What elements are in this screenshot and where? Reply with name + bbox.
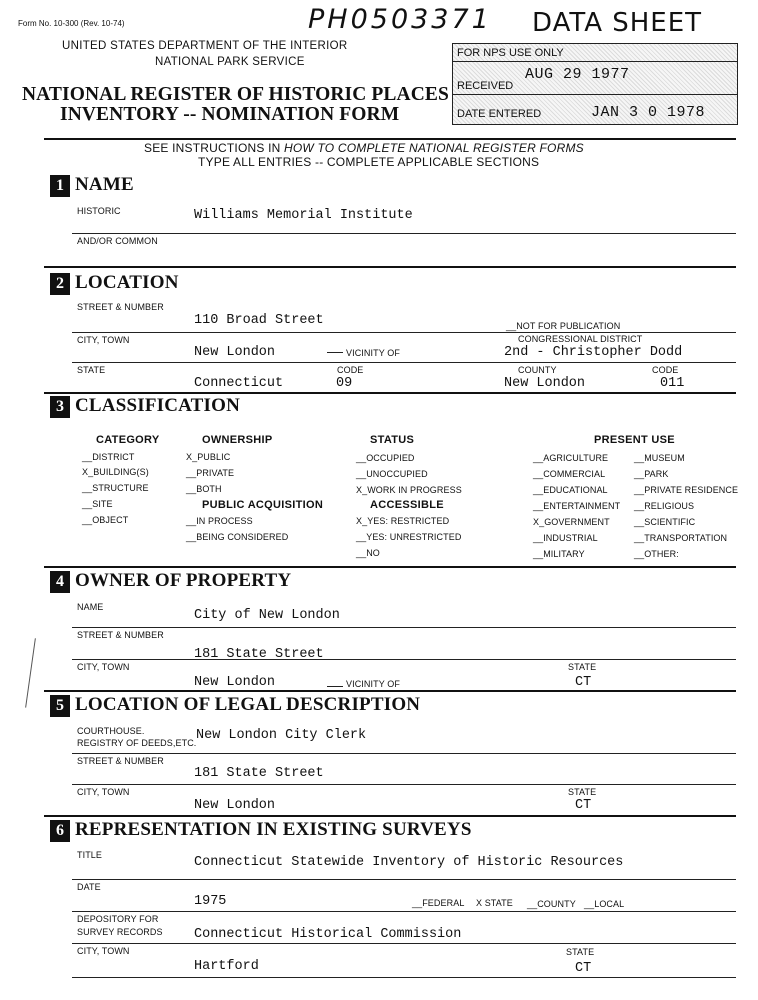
legal-city-label: CITY, TOWN: [77, 787, 130, 797]
location-city-value: New London: [194, 345, 276, 360]
section-5-title: LOCATION OF LEGAL DESCRIPTION: [75, 694, 421, 715]
owner-state-label: STATE: [568, 662, 597, 672]
vicinity-blank: [327, 352, 343, 353]
status-header: STATUS: [370, 434, 415, 446]
present-use-header: PRESENT USE: [594, 434, 675, 446]
owner-vicinity-label: VICINITY OF: [346, 679, 400, 689]
survey-level-option: __COUNTY: [527, 899, 576, 909]
acquisition-option: __IN PROCESS: [186, 516, 253, 526]
county-value: New London: [504, 376, 586, 391]
present-use-option: __PRIVATE RESIDENCE: [634, 485, 739, 495]
instructions-prefix: SEE INSTRUCTIONS IN: [144, 141, 285, 155]
section-5-number: 5: [50, 695, 70, 717]
category-header: CATEGORY: [96, 434, 160, 446]
category-option: __OBJECT: [82, 515, 129, 525]
section-3-title: CLASSIFICATION: [75, 395, 241, 416]
form-title-line1: NATIONAL REGISTER OF HISTORIC PLACES: [22, 84, 449, 105]
section-4-number: 4: [50, 571, 70, 593]
legal-state-value: CT: [575, 798, 592, 813]
courthouse-label-line2: REGISTRY OF DEEDS,ETC.: [77, 738, 197, 748]
status-option: __OCCUPIED: [356, 453, 415, 463]
nps-use-only-box: [452, 43, 738, 125]
survey-city-label: CITY, TOWN: [77, 946, 130, 956]
accessible-header: ACCESSIBLE: [370, 499, 444, 511]
date-entered-stamp: JAN 3 0 1978: [591, 104, 706, 121]
present-use-option: __PARK: [634, 469, 669, 479]
location-street-value: 110 Broad Street: [194, 313, 324, 328]
margin-pencil-mark: [25, 638, 37, 708]
category-option: __STRUCTURE: [82, 483, 149, 493]
survey-state-label: STATE: [566, 947, 595, 957]
legal-state-label: STATE: [568, 787, 597, 797]
historic-name-value: Williams Memorial Institute: [194, 208, 413, 223]
handwritten-data-sheet-title: DATA SHEET: [532, 8, 703, 38]
instructions-line1: [144, 141, 584, 155]
section-3-number: 3: [50, 396, 70, 418]
common-name-label: AND/OR COMMON: [77, 236, 158, 246]
section-6-number: 6: [50, 820, 70, 842]
location-city-label: CITY, TOWN: [77, 335, 130, 345]
status-option: X_WORK IN PROGRESS: [356, 485, 462, 495]
location-street-label: STREET & NUMBER: [77, 302, 164, 312]
accessible-option: __YES: UNRESTRICTED: [356, 532, 462, 542]
department-name: UNITED STATES DEPARTMENT OF THE INTERIOR: [62, 40, 348, 52]
category-option: __DISTRICT: [82, 452, 135, 462]
ownership-option: __BOTH: [186, 484, 222, 494]
service-name: NATIONAL PARK SERVICE: [155, 56, 305, 68]
present-use-option: __AGRICULTURE: [533, 453, 609, 463]
section-2-title: LOCATION: [75, 272, 179, 293]
date-entered-label: DATE ENTERED: [457, 108, 542, 120]
ownership-option: __PRIVATE: [186, 468, 235, 478]
present-use-option: __TRANSPORTATION: [634, 533, 728, 543]
not-for-publication-label: __NOT FOR PUBLICATION: [506, 321, 621, 331]
county-code-value: 011: [660, 376, 685, 391]
present-use-option: __INDUSTRIAL: [533, 533, 598, 543]
survey-level-option: __FEDERAL: [412, 898, 465, 908]
congressional-district-label: CONGRESSIONAL DISTRICT: [518, 334, 643, 344]
location-vicinity-label: VICINITY OF: [346, 348, 400, 358]
owner-name-value: City of New London: [194, 608, 340, 623]
present-use-option: __EDUCATIONAL: [533, 485, 608, 495]
location-state-value: Connecticut: [194, 376, 284, 391]
received-date-stamp: AUG 29 1977: [525, 66, 630, 83]
present-use-option: __MILITARY: [533, 549, 585, 559]
owner-street-label: STREET & NUMBER: [77, 630, 164, 640]
present-use-option: X_GOVERNMENT: [533, 517, 610, 527]
owner-state-value: CT: [575, 675, 592, 690]
accessible-option: X_YES: RESTRICTED: [356, 516, 450, 526]
present-use-option: __RELIGIOUS: [634, 501, 695, 511]
depository-label-line2: SURVEY RECORDS: [77, 927, 163, 937]
section-2-number: 2: [50, 273, 70, 295]
survey-level-option: X STATE: [476, 898, 513, 908]
instructions-line2: TYPE ALL ENTRIES -- COMPLETE APPLICABLE SECTIONS: [198, 155, 540, 169]
nps-use-only-label: FOR NPS USE ONLY: [457, 47, 564, 59]
present-use-option: __ENTERTAINMENT: [533, 501, 621, 511]
section-6-title: REPRESENTATION IN EXISTING SURVEYS: [75, 819, 472, 840]
vicinity-blank: [327, 686, 343, 687]
owner-city-value: New London: [194, 675, 276, 690]
instructions-italic: HOW TO COMPLETE NATIONAL REGISTER FORMS: [284, 141, 584, 155]
public-acquisition-header: PUBLIC ACQUISITION: [202, 499, 324, 511]
owner-name-label: NAME: [77, 602, 104, 612]
courthouse-label-line1: COURTHOUSE.: [77, 726, 145, 736]
survey-state-value: CT: [575, 961, 592, 976]
category-option: __SITE: [82, 499, 113, 509]
received-label: RECEIVED: [457, 80, 514, 92]
section-4-title: OWNER OF PROPERTY: [75, 570, 292, 591]
depository-label-line1: DEPOSITORY FOR: [77, 914, 159, 924]
depository-value: Connecticut Historical Commission: [194, 927, 462, 942]
county-label: COUNTY: [518, 365, 557, 375]
acquisition-option: __BEING CONSIDERED: [186, 532, 289, 542]
survey-title-value: Connecticut Statewide Inventory of Historic Resources: [194, 855, 624, 870]
form-title-line2: INVENTORY -- NOMINATION FORM: [60, 104, 400, 125]
survey-title-label: TITLE: [77, 850, 103, 860]
location-state-label: STATE: [77, 365, 106, 375]
county-code-label: CODE: [652, 365, 679, 375]
ownership-header: OWNERSHIP: [202, 434, 273, 446]
present-use-option: __SCIENTIFIC: [634, 517, 696, 527]
historic-label: HISTORIC: [77, 206, 121, 216]
courthouse-value: New London City Clerk: [196, 728, 367, 743]
survey-date-label: DATE: [77, 882, 101, 892]
legal-street-label: STREET & NUMBER: [77, 756, 164, 766]
legal-street-value: 181 State Street: [194, 766, 324, 781]
category-option: X_BUILDING(S): [82, 467, 149, 477]
state-code-label: CODE: [337, 365, 364, 375]
state-code-value: 09: [336, 376, 353, 391]
survey-level-option: __LOCAL: [584, 899, 625, 909]
accessible-option: __NO: [356, 548, 380, 558]
present-use-option: __MUSEUM: [634, 453, 685, 463]
owner-city-label: CITY, TOWN: [77, 662, 130, 672]
status-option: __UNOCCUPIED: [356, 469, 428, 479]
form-number: Form No. 10-300 (Rev. 10-74): [18, 19, 125, 28]
survey-date-value: 1975: [194, 894, 227, 909]
legal-city-value: New London: [194, 798, 276, 813]
handwritten-reference-number: PH0503371: [308, 4, 492, 35]
present-use-option: __OTHER:: [634, 549, 679, 559]
owner-street-value: 181 State Street: [194, 647, 324, 662]
ownership-option: X_PUBLIC: [186, 452, 231, 462]
section-1-title: NAME: [75, 174, 134, 195]
congressional-district-value: 2nd - Christopher Dodd: [504, 345, 683, 360]
survey-city-value: Hartford: [194, 959, 259, 974]
present-use-option: __COMMERCIAL: [533, 469, 606, 479]
section-1-number: 1: [50, 175, 70, 197]
